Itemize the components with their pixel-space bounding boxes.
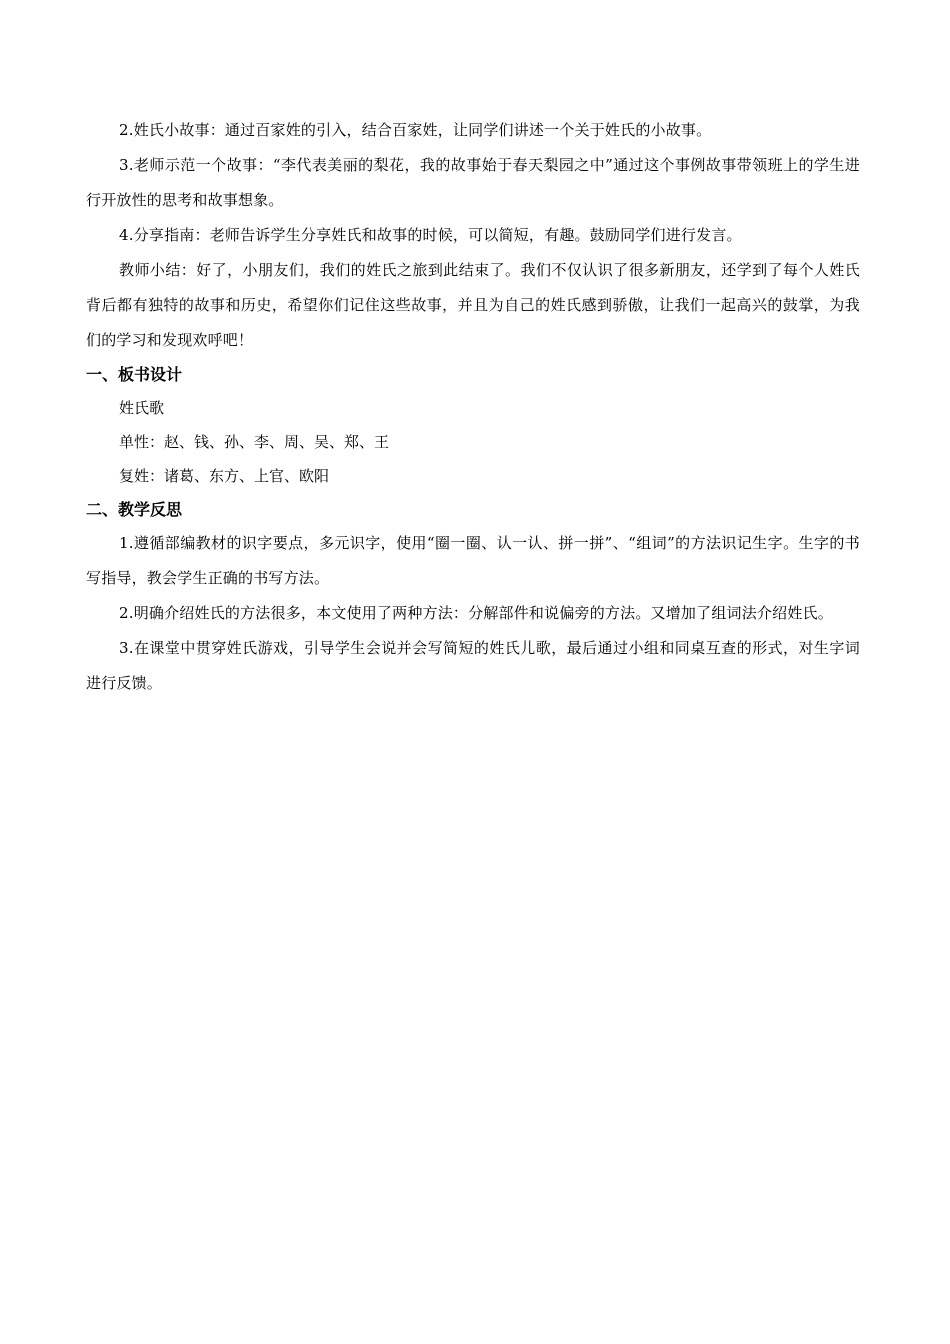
reflection-item-1: 1.遵循部编教材的识字要点，多元识字，使用“圈一圈、认一认、拼一拼”、“组词”的方法识记生字。生字的书写指导，教会学生正确的书写方法。 xyxy=(86,534,860,587)
board-compound-surnames: 复姓：诸葛、东方、上官、欧阳 xyxy=(119,467,330,485)
board-title: 姓氏歌 xyxy=(119,399,165,417)
board-single-surnames: 单性：赵、钱、孙、李、周、吴、郑、王 xyxy=(119,433,390,451)
activity-item-4: 4.分享指南：老师告诉学生分享姓氏和故事的时候，可以简短，有趣。鼓励同学们进行发言。 xyxy=(119,226,742,244)
reflection-item-2: 2.明确介绍姓氏的方法很多，本文使用了两种方法：分解部件和说偏旁的方法。又增加了组词法介绍姓氏。 xyxy=(119,604,833,622)
reflection-item-3: 3.在课堂中贯穿姓氏游戏，引导学生会说并会写简短的姓氏儿歌，最后通过小组和同桌互查的形式，对生字词进行反馈。 xyxy=(86,639,860,692)
activity-item-2: 2.姓氏小故事：通过百家姓的引入，结合百家姓，让同学们讲述一个关于姓氏的小故事。 xyxy=(119,121,712,139)
activity-item-3: 3.老师示范一个故事：“李代表美丽的梨花，我的故事始于春天梨园之中”通过这个事例故事带领班上的学生进行开放性的思考和故事想象。 xyxy=(86,156,860,209)
board-design-heading: 一、板书设计 xyxy=(86,365,183,384)
document-page xyxy=(86,113,860,701)
reflection-heading: 二、教学反思 xyxy=(86,500,183,519)
teacher-summary: 教师小结：好了，小朋友们，我们的姓氏之旅到此结束了。我们不仅认识了很多新朋友，还学到了每个人姓氏背后都有独特的故事和历史，希望你们记住这些故事，并且为自己的姓氏感到骄傲，让我们一起高兴的鼓掌，为我们的学习和发现欢呼吧！ xyxy=(86,261,860,349)
